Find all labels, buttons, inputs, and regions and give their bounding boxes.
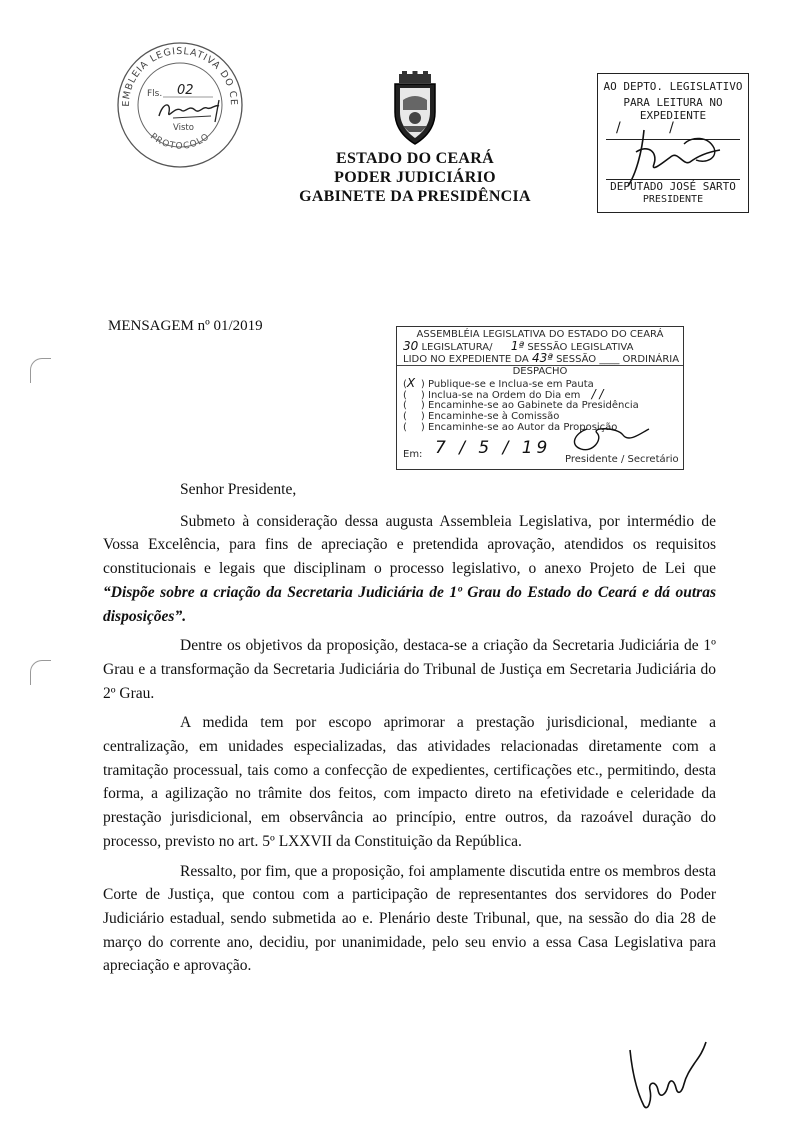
fls-value: 02	[177, 83, 194, 98]
option-ordem-dia: Inclua-se na Ordem do Dia em	[428, 390, 581, 401]
margin-mark	[30, 660, 51, 685]
checkbox-publique: X	[406, 376, 416, 390]
message-number: MENSAGEM nº 01/2019	[108, 318, 263, 334]
despacho-header: ASSEMBLÉIA LEGISLATIVA DO ESTADO DO CEARÁ	[416, 329, 664, 340]
sessao2-label: SESSÃO	[556, 354, 597, 365]
signer-label: Presidente / Secretário	[565, 454, 679, 465]
protocol-bottom-text: PROTOCOLO	[148, 131, 212, 152]
letterhead-state: ESTADO DO CEARÁ	[336, 150, 494, 167]
sessao-label: SESSÃO LEGISLATIVA	[527, 342, 634, 353]
lido-label: LIDO NO EXPEDIENTE DA	[403, 354, 529, 365]
paragraph-1	[103, 510, 716, 629]
greeting: Senhor Presidente,	[180, 481, 297, 498]
despacho-title: DESPACHO	[512, 366, 568, 377]
protocol-ring-text: EMBLEIA LEGISLATIVA DO CE	[120, 45, 240, 107]
legislatura-number: 30	[403, 339, 419, 353]
state-coat-of-arms	[385, 70, 445, 148]
depto-stamp-line2: PARA LEITURA NO EXPEDIENTE	[623, 96, 723, 122]
em-date: 7 / 5 / 19	[435, 438, 552, 458]
option-comissao: Encaminhe-se à Comissão	[428, 411, 560, 422]
protocol-stamp	[115, 40, 245, 170]
legislatura-label: LEGISLATURA/	[421, 342, 493, 353]
paragraph-4: Ressalto, por fim, que a proposição, foi amplamente discutida entre os membros desta Corte de Justiça, que contou com a participação de representantes dos servidores do Poder Judiciário estadual, sendo submetida ao e. Plenário deste Tribunal, que, na sessão do dia 28 de março do corrente ano, decidiu, por unanimidade, pelo seu envio a essa Casa Legislativa para apreciação e aprovação.	[103, 862, 716, 975]
lido-number: 43ª	[531, 351, 553, 365]
margin-mark	[30, 358, 51, 383]
depto-stamp-role: PRESIDENTE	[642, 194, 704, 205]
bill-subject: “Dispõe sobre a criação da Secretaria Judiciária de 1º Grau do Estado do Ceará e dá outras disposições”.	[103, 583, 716, 625]
letter-body	[103, 478, 716, 984]
letterhead-power: PODER JUDICIÁRIO	[334, 169, 496, 186]
svg-text:PROTOCOLO	[148, 132, 212, 152]
option-autor: Encaminhe-se ao Autor da Proposição	[428, 422, 618, 433]
sessao-number: 1ª	[510, 339, 525, 353]
legislative-dept-stamp	[597, 73, 749, 213]
depto-stamp-line1: AO DEPTO. LEGISLATIVO	[603, 80, 743, 93]
assembly-dispatch-stamp: ASSEMBLÉIA LEGISLATIVA DO ESTADO DO CEARÁ 30 LEGISLATURA/ 1ª SESSÃO LEGISLATIVA LIDO NO EXPEDIENTE DA 43ª SESSÃO ____ ORDINÁRIA DESPACHO (X ) Publique-se e Inclua-se em Pauta ( ) Inclua-se na Ordem do Dia em / / ( ) Encaminhe-se ao Gabinete da Presidência ( ) Encaminhe-se à Comissão ( ) Encaminhe-se ao Autor da Proposição Em: 7 / 5 / 19 Presidente / Secretário	[396, 326, 684, 470]
option-gabinete: Encaminhe-se ao Gabinete da Presidência	[428, 400, 639, 411]
ordem-dia-date: / /	[591, 387, 604, 401]
visto-label: Visto	[173, 123, 194, 133]
protocol-signature	[159, 100, 219, 122]
depto-stamp-deputy: DEPUTADO JOSÉ SARTO	[610, 180, 736, 193]
em-label: Em:	[403, 449, 423, 460]
depto-stamp-date: / /	[616, 120, 696, 136]
paragraph-1-intro: Submeto à consideração dessa augusta Assembleia Legislativa, por intermédio de Vossa Excelência, para fins de apreciação e pretendida aprovação, atendidos os requisitos constitucionais e legais que disciplinam o processo legislativo, o anexo Projeto de Lei que	[103, 512, 716, 578]
ordinaria-label: ORDINÁRIA	[622, 354, 680, 365]
paragraph-2: Dentre os objetivos da proposição, destaca-se a criação da Secretaria Judiciária de 1º Grau e a transformação da Secretaria Judiciária do Tribunal de Justiça em Secretaria Judiciária do 2º Grau.	[103, 637, 716, 702]
paragraph-3: A medida tem por escopo aprimorar a prestação jurisdicional, mediante a centralização, em unidades especializadas, das atividades relacionadas diretamente com a tramitação processual, tais como a confecção de expedientes, certificações etc., permitindo, desta forma, a agilização no trâmite dos feitos, com impacto direto na efetividade e celeridade da prestação jurisdicional, em observância ao princípio, entre outros, da razoável duração do processo, previsto no art. 5º LXXVII da Constituição da República.	[103, 714, 716, 850]
letterhead-office: GABINETE DA PRESIDÊNCIA	[299, 188, 531, 205]
fls-label: Fls.	[147, 89, 163, 99]
rubric-signature	[622, 1030, 712, 1120]
option-publique: Publique-se e Inclua-se em Pauta	[428, 379, 594, 390]
